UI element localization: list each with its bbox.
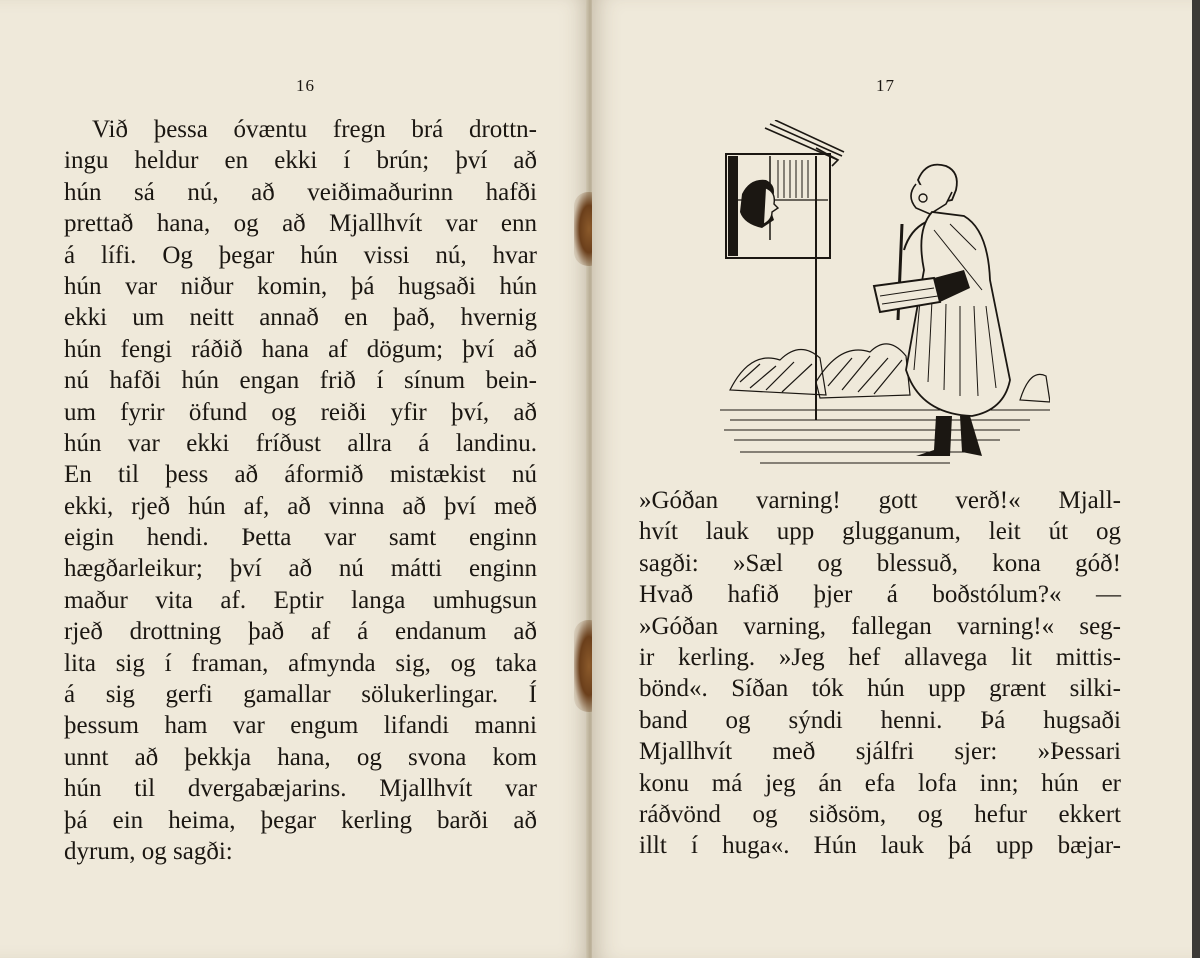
text-line: dyrum, og sagði: xyxy=(64,837,233,865)
text-line: ekki, rjeð hún af, að vinna að því með xyxy=(64,492,537,520)
text-line: unnt að þekkja hana, og svona kom xyxy=(64,743,537,771)
text-line: En til þess að áformið mistækist nú xyxy=(64,461,537,489)
text-line: um fyrir öfund og reiði yfir því, að xyxy=(64,398,537,426)
right-page-text xyxy=(639,485,1121,862)
peddler-woman-illustration xyxy=(720,120,1050,470)
text-line: nú hafði hún engan frið í sínum bein- xyxy=(64,367,537,395)
text-line: ráðvönd og siðsöm, og hefur ekkert xyxy=(639,800,1121,828)
text-line: sagði: »Sæl og blessuð, kona góð! xyxy=(639,549,1121,577)
text-line: lita sig í framan, afmynda sig, og taka xyxy=(64,649,537,677)
text-line: ir kerling. »Jeg hef allavega lit mittis- xyxy=(639,643,1121,671)
text-line: »Góðan varning! gott verð!« Mjall- xyxy=(639,487,1121,514)
right-page xyxy=(592,0,1200,958)
scan-right-edge xyxy=(1192,0,1200,958)
text-line: maður vita af. Eptir langa umhugsun xyxy=(64,586,537,614)
text-line: prettað hana, og að Mjallhvít var enn xyxy=(64,210,537,238)
text-line: illt í huga«. Hún lauk þá upp bæjar- xyxy=(639,832,1121,860)
text-line: ingu heldur en ekki í brún; því að xyxy=(64,147,537,175)
text-line: hægðarleikur; því að nú mátti enginn xyxy=(64,555,537,583)
text-line: rjeð drottning það af á endanum að xyxy=(64,618,537,646)
text-line: hún fengi ráðið hana af dögum; því að xyxy=(64,335,537,363)
text-line: Við þessa óvæntu fregn brá drottn- xyxy=(92,116,537,143)
text-line: hún var niður komin, þá hugsaði hún xyxy=(64,272,537,300)
left-page-number: 16 xyxy=(296,76,315,95)
text-line: á lífi. Og þegar hún vissi nú, hvar xyxy=(64,241,537,269)
text-line: band og sýndi henni. Þá hugsaði xyxy=(639,706,1121,734)
text-line: ekki um neitt annað en það, hvernig xyxy=(64,304,537,332)
text-line: hún var ekki fríðust allra á landinu. xyxy=(64,429,537,457)
text-line: »Góðan varning, fallegan varning!« seg- xyxy=(639,612,1121,640)
right-page-number: 17 xyxy=(876,76,895,95)
text-line: Mjallhvít með sjálfri sjer: »Þessari xyxy=(639,738,1121,766)
text-line: þessum ham var engum lifandi manni xyxy=(64,712,537,740)
left-page-text xyxy=(64,114,537,867)
text-line: eigin hendi. Þetta var samt enginn xyxy=(64,524,537,552)
text-line: hún til dvergabæjarins. Mjallhvít var xyxy=(64,775,537,803)
text-line: þá ein heima, þegar kerling barði að xyxy=(64,806,537,834)
text-line: hún sá nú, að veiðimaðurinn hafði xyxy=(64,178,537,206)
text-line: konu má jeg án efa lofa inn; hún er xyxy=(639,769,1121,797)
text-line: Hvað hafið þjer á boðstólum?« — xyxy=(639,581,1121,609)
text-line: hvít lauk upp glugganum, leit út og xyxy=(639,518,1121,546)
text-line: bönd«. Síðan tók hún upp grænt silki- xyxy=(639,675,1121,703)
text-line: á sig gerfi gamallar sölukerlingar. Í xyxy=(64,681,537,709)
left-page xyxy=(0,0,590,958)
